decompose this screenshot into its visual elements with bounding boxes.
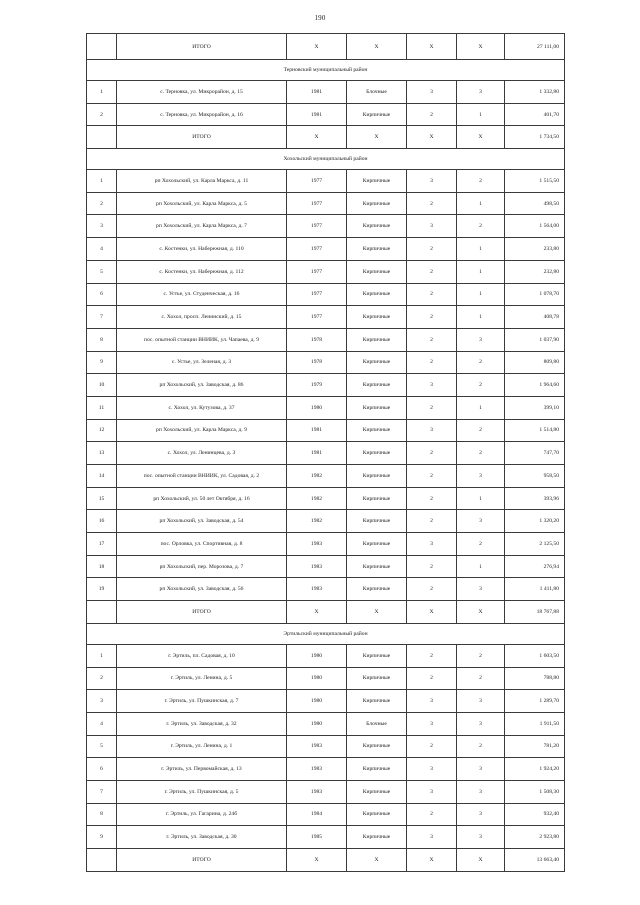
entrances-cell: 1 bbox=[457, 555, 505, 578]
area-cell: 1 911,50 bbox=[505, 712, 565, 735]
floors-cell: 2 bbox=[407, 487, 457, 510]
floors-cell: 3 bbox=[407, 690, 457, 713]
area-cell: 408,78 bbox=[505, 306, 565, 329]
wall-material-cell: Кирпичные bbox=[347, 351, 407, 374]
year-cell: 1977 bbox=[287, 170, 347, 193]
area-cell: 27 111,00 bbox=[505, 34, 565, 60]
row-number-cell: 17 bbox=[87, 533, 117, 556]
table-row bbox=[87, 103, 565, 126]
address-cell: с. Устье, ул. Студенческая, д. 16 bbox=[117, 283, 287, 306]
entrances-cell: 3 bbox=[457, 465, 505, 488]
area-cell: 1 320,20 bbox=[505, 510, 565, 533]
area-cell: 1 332,80 bbox=[505, 81, 565, 104]
entrances-cell: 1 bbox=[457, 238, 505, 261]
year-cell: 1980 bbox=[287, 690, 347, 713]
row-number-cell: 4 bbox=[87, 238, 117, 261]
row-number-cell: 1 bbox=[87, 81, 117, 104]
entrances-cell: 2 bbox=[457, 351, 505, 374]
floors-cell: 2 bbox=[407, 306, 457, 329]
page-number: 190 bbox=[314, 14, 326, 22]
floors-cell: 2 bbox=[407, 260, 457, 283]
floors-cell: X bbox=[407, 126, 457, 149]
address-cell: г. Эртиль, ул. Пушкинская, д. 5 bbox=[117, 780, 287, 803]
wall-material-cell: Кирпичные bbox=[347, 487, 407, 510]
row-number-cell: 6 bbox=[87, 283, 117, 306]
wall-material-cell: Кирпичные bbox=[347, 667, 407, 690]
table-row bbox=[87, 555, 565, 578]
section-header-row bbox=[87, 60, 565, 81]
entrances-cell: 3 bbox=[457, 780, 505, 803]
table-row bbox=[87, 578, 565, 601]
table-row bbox=[87, 533, 565, 556]
area-cell: 809,80 bbox=[505, 351, 565, 374]
year-cell: 1983 bbox=[287, 780, 347, 803]
area-cell: 1 603,50 bbox=[505, 644, 565, 667]
area-cell: 1 289,70 bbox=[505, 690, 565, 713]
wall-material-cell: Кирпичные bbox=[347, 465, 407, 488]
address-cell: рп Хохольский, ул. Карла Маркса, д. 5 bbox=[117, 192, 287, 215]
floors-cell: 2 bbox=[407, 396, 457, 419]
total-row bbox=[87, 34, 565, 60]
address-cell: рп Хохольский, ул. 50 лет Октября, д. 16 bbox=[117, 487, 287, 510]
entrances-cell: 2 bbox=[457, 735, 505, 758]
section-title: Эртильский муниципальный район bbox=[87, 623, 565, 644]
table-row bbox=[87, 81, 565, 104]
floors-cell: X bbox=[407, 601, 457, 624]
wall-material-cell: Блочные bbox=[347, 712, 407, 735]
wall-material-cell: Кирпичные bbox=[347, 215, 407, 238]
address-cell: г. Эртиль, ул. Ленина, д. 1 bbox=[117, 735, 287, 758]
floors-cell: 2 bbox=[407, 510, 457, 533]
floors-cell: 2 bbox=[407, 351, 457, 374]
floors-cell: 2 bbox=[407, 555, 457, 578]
area-cell: 1 924,20 bbox=[505, 758, 565, 781]
row-number-cell: 10 bbox=[87, 374, 117, 397]
row-number-cell: 15 bbox=[87, 487, 117, 510]
address-cell: г. Эртиль, ул. Первомайская, д. 13 bbox=[117, 758, 287, 781]
area-cell: 1 515,50 bbox=[505, 170, 565, 193]
entrances-cell: 3 bbox=[457, 578, 505, 601]
year-cell: X bbox=[287, 126, 347, 149]
row-number-cell: 16 bbox=[87, 510, 117, 533]
wall-material-cell: Кирпичные bbox=[347, 442, 407, 465]
row-number-cell: 4 bbox=[87, 712, 117, 735]
year-cell: 1982 bbox=[287, 487, 347, 510]
year-cell: 1980 bbox=[287, 644, 347, 667]
entrances-cell: 3 bbox=[457, 712, 505, 735]
wall-material-cell: Кирпичные bbox=[347, 644, 407, 667]
wall-material-cell: Кирпичные bbox=[347, 578, 407, 601]
entrances-cell: 1 bbox=[457, 487, 505, 510]
wall-material-cell: Кирпичные bbox=[347, 419, 407, 442]
wall-material-cell: Кирпичные bbox=[347, 306, 407, 329]
wall-material-cell: Кирпичные bbox=[347, 192, 407, 215]
table-row bbox=[87, 170, 565, 193]
entrances-cell: 1 bbox=[457, 103, 505, 126]
table-row bbox=[87, 396, 565, 419]
address-cell: рп Хохольский, ул. Заводская, д. 86 bbox=[117, 374, 287, 397]
year-cell: 1977 bbox=[287, 260, 347, 283]
year-cell: X bbox=[287, 849, 347, 872]
row-number-cell bbox=[87, 126, 117, 149]
total-row bbox=[87, 126, 565, 149]
table-row bbox=[87, 803, 565, 826]
address-cell: рп Хохольский, ул. Карла Маркса, д. 9 bbox=[117, 419, 287, 442]
year-cell: 1981 bbox=[287, 81, 347, 104]
year-cell: 1978 bbox=[287, 351, 347, 374]
wall-material-cell: Кирпичные bbox=[347, 735, 407, 758]
table-row bbox=[87, 238, 565, 261]
entrances-cell: X bbox=[457, 601, 505, 624]
wall-material-cell: Блочные bbox=[347, 81, 407, 104]
wall-material-cell: X bbox=[347, 849, 407, 872]
row-number-cell: 8 bbox=[87, 328, 117, 351]
section-header-row bbox=[87, 149, 565, 170]
row-number-cell: 13 bbox=[87, 442, 117, 465]
table-row bbox=[87, 442, 565, 465]
area-cell: 2 923,80 bbox=[505, 826, 565, 849]
entrances-cell: 2 bbox=[457, 419, 505, 442]
year-cell: 1982 bbox=[287, 465, 347, 488]
table-row bbox=[87, 465, 565, 488]
entrances-cell: 1 bbox=[457, 306, 505, 329]
floors-cell: 3 bbox=[407, 712, 457, 735]
floors-cell: 2 bbox=[407, 283, 457, 306]
entrances-cell: 2 bbox=[457, 170, 505, 193]
table-row bbox=[87, 826, 565, 849]
year-cell: 1977 bbox=[287, 238, 347, 261]
wall-material-cell: Кирпичные bbox=[347, 555, 407, 578]
floors-cell: 3 bbox=[407, 533, 457, 556]
row-number-cell: 1 bbox=[87, 644, 117, 667]
row-number-cell: 9 bbox=[87, 351, 117, 374]
row-number-cell: 8 bbox=[87, 803, 117, 826]
section-title: Терновский муниципальный район bbox=[87, 60, 565, 81]
entrances-cell: 2 bbox=[457, 644, 505, 667]
wall-material-cell: Кирпичные bbox=[347, 238, 407, 261]
table-row bbox=[87, 780, 565, 803]
year-cell: 1978 bbox=[287, 328, 347, 351]
entrances-cell: 1 bbox=[457, 396, 505, 419]
table-row bbox=[87, 192, 565, 215]
year-cell: 1980 bbox=[287, 712, 347, 735]
total-row bbox=[87, 601, 565, 624]
table-row bbox=[87, 758, 565, 781]
entrances-cell: 1 bbox=[457, 283, 505, 306]
address-cell: с. Терновка, ул. Микрорайон, д. 16 bbox=[117, 103, 287, 126]
address-cell: рп Хохольский, пер. Морозова, д. 7 bbox=[117, 555, 287, 578]
floors-cell: 2 bbox=[407, 442, 457, 465]
year-cell: 1981 bbox=[287, 419, 347, 442]
wall-material-cell: Кирпичные bbox=[347, 328, 407, 351]
year-cell: X bbox=[287, 34, 347, 60]
entrances-cell: 3 bbox=[457, 826, 505, 849]
entrances-cell: X bbox=[457, 34, 505, 60]
year-cell: X bbox=[287, 601, 347, 624]
wall-material-cell: Кирпичные bbox=[347, 826, 407, 849]
row-number-cell bbox=[87, 34, 117, 60]
area-cell: 1 964,60 bbox=[505, 374, 565, 397]
area-cell: 393,96 bbox=[505, 487, 565, 510]
address-cell: г. Эртиль, ул. Заводская, д. 32 bbox=[117, 712, 287, 735]
wall-material-cell: Кирпичные bbox=[347, 780, 407, 803]
entrances-cell: 2 bbox=[457, 667, 505, 690]
address-cell: пос. Орловка, ул. Спортивная, д. 8 bbox=[117, 533, 287, 556]
area-cell: 932,40 bbox=[505, 803, 565, 826]
floors-cell: 2 bbox=[407, 667, 457, 690]
year-cell: 1983 bbox=[287, 555, 347, 578]
entrances-cell: 1 bbox=[457, 260, 505, 283]
table-row bbox=[87, 260, 565, 283]
year-cell: 1985 bbox=[287, 826, 347, 849]
wall-material-cell: Кирпичные bbox=[347, 803, 407, 826]
floors-cell: 2 bbox=[407, 238, 457, 261]
row-number-cell: 3 bbox=[87, 690, 117, 713]
year-cell: 1981 bbox=[287, 103, 347, 126]
entrances-cell: 2 bbox=[457, 374, 505, 397]
area-cell: 1 734,50 bbox=[505, 126, 565, 149]
wall-material-cell: Кирпичные bbox=[347, 758, 407, 781]
housing-table bbox=[86, 33, 565, 872]
wall-material-cell: Кирпичные bbox=[347, 283, 407, 306]
address-cell: г. Эртиль, ул. Гагарина, д. 24б bbox=[117, 803, 287, 826]
entrances-cell: 3 bbox=[457, 328, 505, 351]
year-cell: 1977 bbox=[287, 215, 347, 238]
row-number-cell: 7 bbox=[87, 780, 117, 803]
row-number-cell: 11 bbox=[87, 396, 117, 419]
row-number-cell: 7 bbox=[87, 306, 117, 329]
table-row bbox=[87, 351, 565, 374]
entrances-cell: 3 bbox=[457, 510, 505, 533]
address-cell: рп Хохольский, ул. Карла Маркса, д. 7 bbox=[117, 215, 287, 238]
address-cell: рп Хохольский, ул. Заводская, д. 54 bbox=[117, 510, 287, 533]
floors-cell: 2 bbox=[407, 803, 457, 826]
wall-material-cell: X bbox=[347, 34, 407, 60]
entrances-cell: 2 bbox=[457, 533, 505, 556]
year-cell: 1983 bbox=[287, 758, 347, 781]
year-cell: 1979 bbox=[287, 374, 347, 397]
entrances-cell: 2 bbox=[457, 215, 505, 238]
address-cell: ИТОГО bbox=[117, 34, 287, 60]
row-number-cell: 19 bbox=[87, 578, 117, 601]
area-cell: 498,50 bbox=[505, 192, 565, 215]
wall-material-cell: Кирпичные bbox=[347, 374, 407, 397]
address-cell: г. Эртиль, ул. Ленина, д. 5 bbox=[117, 667, 287, 690]
area-cell: 232,80 bbox=[505, 260, 565, 283]
address-cell: с. Костенки, ул. Набережная, д. 110 bbox=[117, 238, 287, 261]
address-cell: с. Костенки, ул. Набережная, д. 112 bbox=[117, 260, 287, 283]
year-cell: 1977 bbox=[287, 283, 347, 306]
entrances-cell: X bbox=[457, 849, 505, 872]
row-number-cell: 2 bbox=[87, 667, 117, 690]
floors-cell: X bbox=[407, 849, 457, 872]
area-cell: 13 663,40 bbox=[505, 849, 565, 872]
area-cell: 1 514,80 bbox=[505, 419, 565, 442]
section-title: Хохольский муниципальный район bbox=[87, 149, 565, 170]
address-cell: г. Эртиль, ул. Пушкинская, д. 7 bbox=[117, 690, 287, 713]
floors-cell: 2 bbox=[407, 465, 457, 488]
area-cell: 1 078,70 bbox=[505, 283, 565, 306]
floors-cell: 3 bbox=[407, 81, 457, 104]
address-cell: рп Хохольский, ул. Заводская, д. 56 bbox=[117, 578, 287, 601]
table-row bbox=[87, 712, 565, 735]
wall-material-cell: Кирпичные bbox=[347, 260, 407, 283]
floors-cell: 2 bbox=[407, 578, 457, 601]
row-number-cell: 18 bbox=[87, 555, 117, 578]
floors-cell: 3 bbox=[407, 780, 457, 803]
floors-cell: 2 bbox=[407, 644, 457, 667]
wall-material-cell: Кирпичные bbox=[347, 510, 407, 533]
year-cell: 1977 bbox=[287, 192, 347, 215]
wall-material-cell: Кирпичные bbox=[347, 103, 407, 126]
address-cell: с. Хохол, просп. Ленинский, д. 15 bbox=[117, 306, 287, 329]
table-row bbox=[87, 667, 565, 690]
area-cell: 1 508,30 bbox=[505, 780, 565, 803]
row-number-cell: 2 bbox=[87, 103, 117, 126]
row-number-cell: 14 bbox=[87, 465, 117, 488]
floors-cell: 3 bbox=[407, 170, 457, 193]
floors-cell: 2 bbox=[407, 735, 457, 758]
table-body bbox=[87, 34, 565, 872]
address-cell: ИТОГО bbox=[117, 849, 287, 872]
area-cell: 276,94 bbox=[505, 555, 565, 578]
address-cell: рп Хохольский, ул. Карла Маркса, д. 11 bbox=[117, 170, 287, 193]
row-number-cell: 1 bbox=[87, 170, 117, 193]
year-cell: 1981 bbox=[287, 442, 347, 465]
address-cell: г. Эртиль, пл. Садовая, д. 10 bbox=[117, 644, 287, 667]
row-number-cell bbox=[87, 849, 117, 872]
address-cell: с. Хохол, ул. Ленинцева, д. 3 bbox=[117, 442, 287, 465]
wall-material-cell: Кирпичные bbox=[347, 690, 407, 713]
floors-cell: 2 bbox=[407, 328, 457, 351]
year-cell: 1977 bbox=[287, 306, 347, 329]
floors-cell: 3 bbox=[407, 419, 457, 442]
table-row bbox=[87, 374, 565, 397]
table-row bbox=[87, 735, 565, 758]
table-row bbox=[87, 487, 565, 510]
area-cell: 781,20 bbox=[505, 735, 565, 758]
address-cell: с. Хохол, ул. Кутузова, д. 37 bbox=[117, 396, 287, 419]
area-cell: 18 767,88 bbox=[505, 601, 565, 624]
floors-cell: X bbox=[407, 34, 457, 60]
area-cell: 1 037,90 bbox=[505, 328, 565, 351]
entrances-cell: 3 bbox=[457, 758, 505, 781]
wall-material-cell: X bbox=[347, 601, 407, 624]
table-row bbox=[87, 283, 565, 306]
floors-cell: 2 bbox=[407, 103, 457, 126]
address-cell: ИТОГО bbox=[117, 126, 287, 149]
row-number-cell: 9 bbox=[87, 826, 117, 849]
entrances-cell: 3 bbox=[457, 803, 505, 826]
floors-cell: 3 bbox=[407, 758, 457, 781]
row-number-cell: 3 bbox=[87, 215, 117, 238]
address-cell: ИТОГО bbox=[117, 601, 287, 624]
area-cell: 958,50 bbox=[505, 465, 565, 488]
year-cell: 1983 bbox=[287, 533, 347, 556]
floors-cell: 3 bbox=[407, 374, 457, 397]
table-row bbox=[87, 510, 565, 533]
table-row bbox=[87, 328, 565, 351]
area-cell: 399,10 bbox=[505, 396, 565, 419]
row-number-cell: 12 bbox=[87, 419, 117, 442]
table-row bbox=[87, 644, 565, 667]
year-cell: 1980 bbox=[287, 396, 347, 419]
floors-cell: 3 bbox=[407, 215, 457, 238]
table-row bbox=[87, 215, 565, 238]
area-cell: 233,80 bbox=[505, 238, 565, 261]
address-cell: с. Устье, ул. Зеленая, д. 3 bbox=[117, 351, 287, 374]
year-cell: 1983 bbox=[287, 735, 347, 758]
address-cell: пос. опытной станции ВНИИК, ул. Чапаева, д. 9 bbox=[117, 328, 287, 351]
address-cell: с. Терновка, ул. Микрорайон, д. 15 bbox=[117, 81, 287, 104]
address-cell: пос. опытной станции ВНИИК, ул. Садовая, д. 2 bbox=[117, 465, 287, 488]
area-cell: 2 125,50 bbox=[505, 533, 565, 556]
floors-cell: 3 bbox=[407, 826, 457, 849]
floors-cell: 2 bbox=[407, 192, 457, 215]
year-cell: 1982 bbox=[287, 510, 347, 533]
section-header-row bbox=[87, 623, 565, 644]
year-cell: 1980 bbox=[287, 667, 347, 690]
year-cell: 1983 bbox=[287, 578, 347, 601]
row-number-cell bbox=[87, 601, 117, 624]
row-number-cell: 5 bbox=[87, 735, 117, 758]
entrances-cell: 2 bbox=[457, 442, 505, 465]
area-cell: 1 564,00 bbox=[505, 215, 565, 238]
year-cell: 1984 bbox=[287, 803, 347, 826]
wall-material-cell: Кирпичные bbox=[347, 533, 407, 556]
row-number-cell: 6 bbox=[87, 758, 117, 781]
address-cell: г. Эртиль, ул. Заводская, д. 30 bbox=[117, 826, 287, 849]
table-row bbox=[87, 306, 565, 329]
area-cell: 1 411,80 bbox=[505, 578, 565, 601]
row-number-cell: 2 bbox=[87, 192, 117, 215]
entrances-cell: 3 bbox=[457, 81, 505, 104]
entrances-cell: 3 bbox=[457, 690, 505, 713]
wall-material-cell: Кирпичные bbox=[347, 170, 407, 193]
wall-material-cell: Кирпичные bbox=[347, 396, 407, 419]
area-cell: 788,80 bbox=[505, 667, 565, 690]
table-row bbox=[87, 419, 565, 442]
row-number-cell: 5 bbox=[87, 260, 117, 283]
area-cell: 401,70 bbox=[505, 103, 565, 126]
area-cell: 747,70 bbox=[505, 442, 565, 465]
entrances-cell: X bbox=[457, 126, 505, 149]
table-row bbox=[87, 690, 565, 713]
total-row bbox=[87, 849, 565, 872]
entrances-cell: 1 bbox=[457, 192, 505, 215]
wall-material-cell: X bbox=[347, 126, 407, 149]
